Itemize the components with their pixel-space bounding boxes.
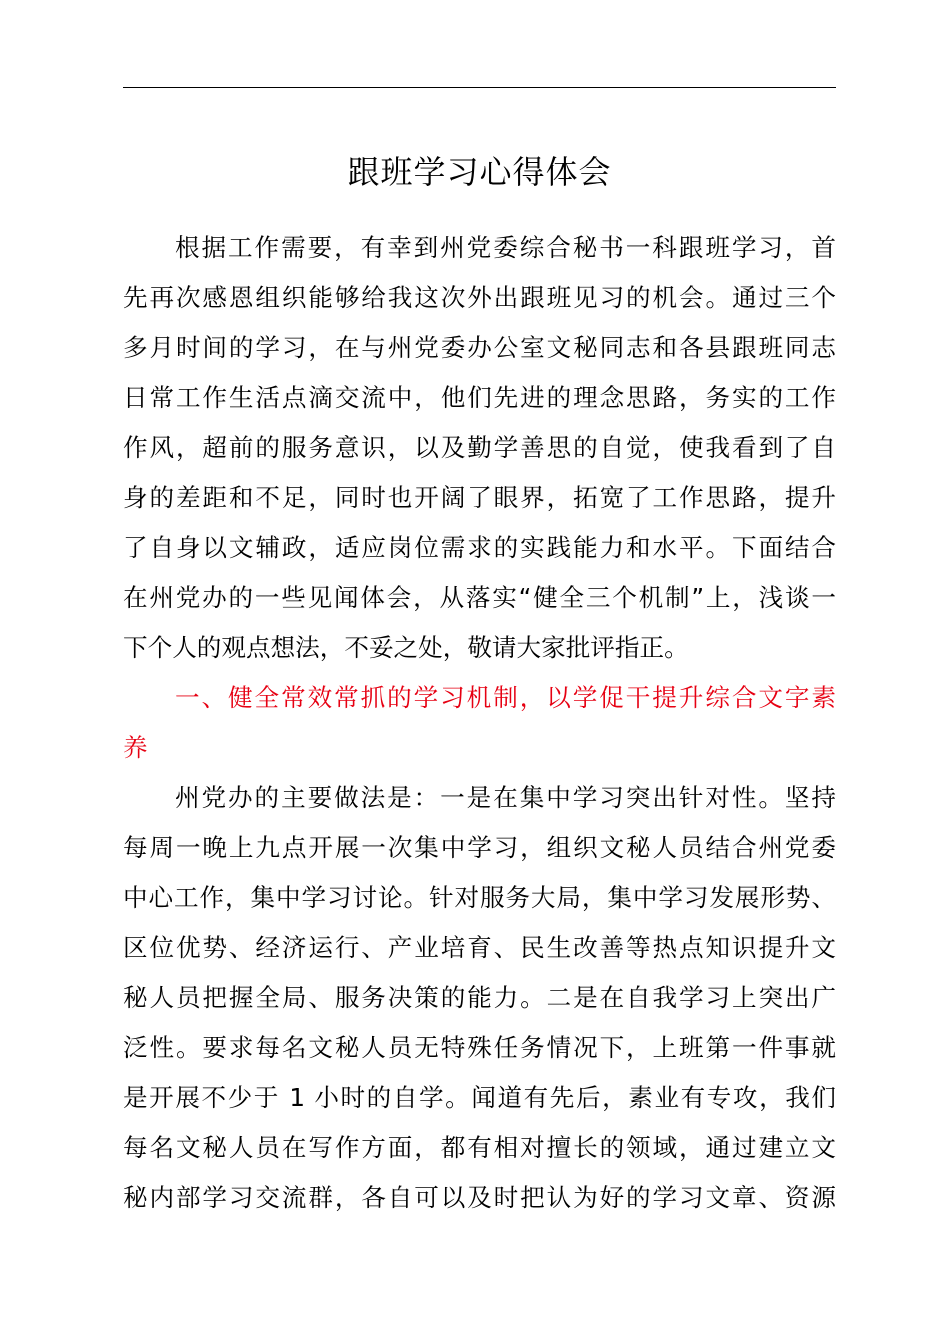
paragraph-line: 了自身以文辅政，适应岗位需求的实践能力和水平。下面结合 (123, 533, 836, 562)
paragraph-line: 泛性。要求每名文秘人员无特殊任务情况下，上班第一件事就 (123, 1033, 836, 1062)
paragraph-line: 秘内部学习交流群，各自可以及时把认为好的学习文章、资源 (123, 1183, 836, 1212)
paragraph-line: 每周一晚上九点开展一次集中学习，组织文秘人员结合州党委 (123, 833, 836, 862)
paragraph-line: 身的差距和不足，同时也开阔了眼界，拓宽了工作思路，提升 (123, 483, 836, 512)
paragraph-line: 每名文秘人员在写作方面，都有相对擅长的领域，通过建立文 (123, 1133, 836, 1162)
paragraph-line: 多月时间的学习，在与州党委办公室文秘同志和各县跟班同志 (123, 333, 836, 362)
paragraph-line: 州党办的主要做法是：一是在集中学习突出针对性。坚持 (175, 783, 836, 812)
paragraph-line: 日常工作生活点滴交流中，他们先进的理念思路，务实的工作 (123, 383, 836, 412)
heading-line: 养 (123, 733, 148, 762)
section-paragraph (123, 773, 836, 1223)
paragraph-line: 作风，超前的服务意识，以及勤学善思的自觉，使我看到了自 (123, 433, 836, 462)
section-heading (123, 673, 836, 773)
paragraph-line: 秘人员把握全局、服务决策的能力。二是在自我学习上突出广 (123, 983, 836, 1012)
paragraph-line: 在州党办的一些见闻体会，从落实“健全三个机制”上，浅谈一 (123, 583, 836, 612)
page-title: 跟班学习心得体会 (347, 153, 612, 191)
paragraph-line: 先再次感恩组织能够给我这次外出跟班见习的机会。通过三个 (123, 283, 836, 312)
paragraph-line: 中心工作，集中学习讨论。针对服务大局，集中学习发展形势、 (123, 883, 836, 912)
paragraph-line: 区位优势、经济运行、产业培育、民生改善等热点知识提升文 (123, 933, 836, 962)
paragraph-line: 是开展不少于 1 小时的自学。闻道有先后，素业有专攻，我们 (123, 1083, 836, 1112)
header-rule (123, 87, 836, 88)
paragraph-line: 根据工作需要，有幸到州党委综合秘书一科跟班学习，首 (175, 233, 836, 262)
paragraph-line: 下个人的观点想法，不妥之处，敬请大家批评指正。 (123, 633, 689, 662)
intro-paragraph (123, 223, 836, 673)
heading-line: 一、健全常效常抓的学习机制，以学促干提升综合文字素 (175, 683, 836, 712)
